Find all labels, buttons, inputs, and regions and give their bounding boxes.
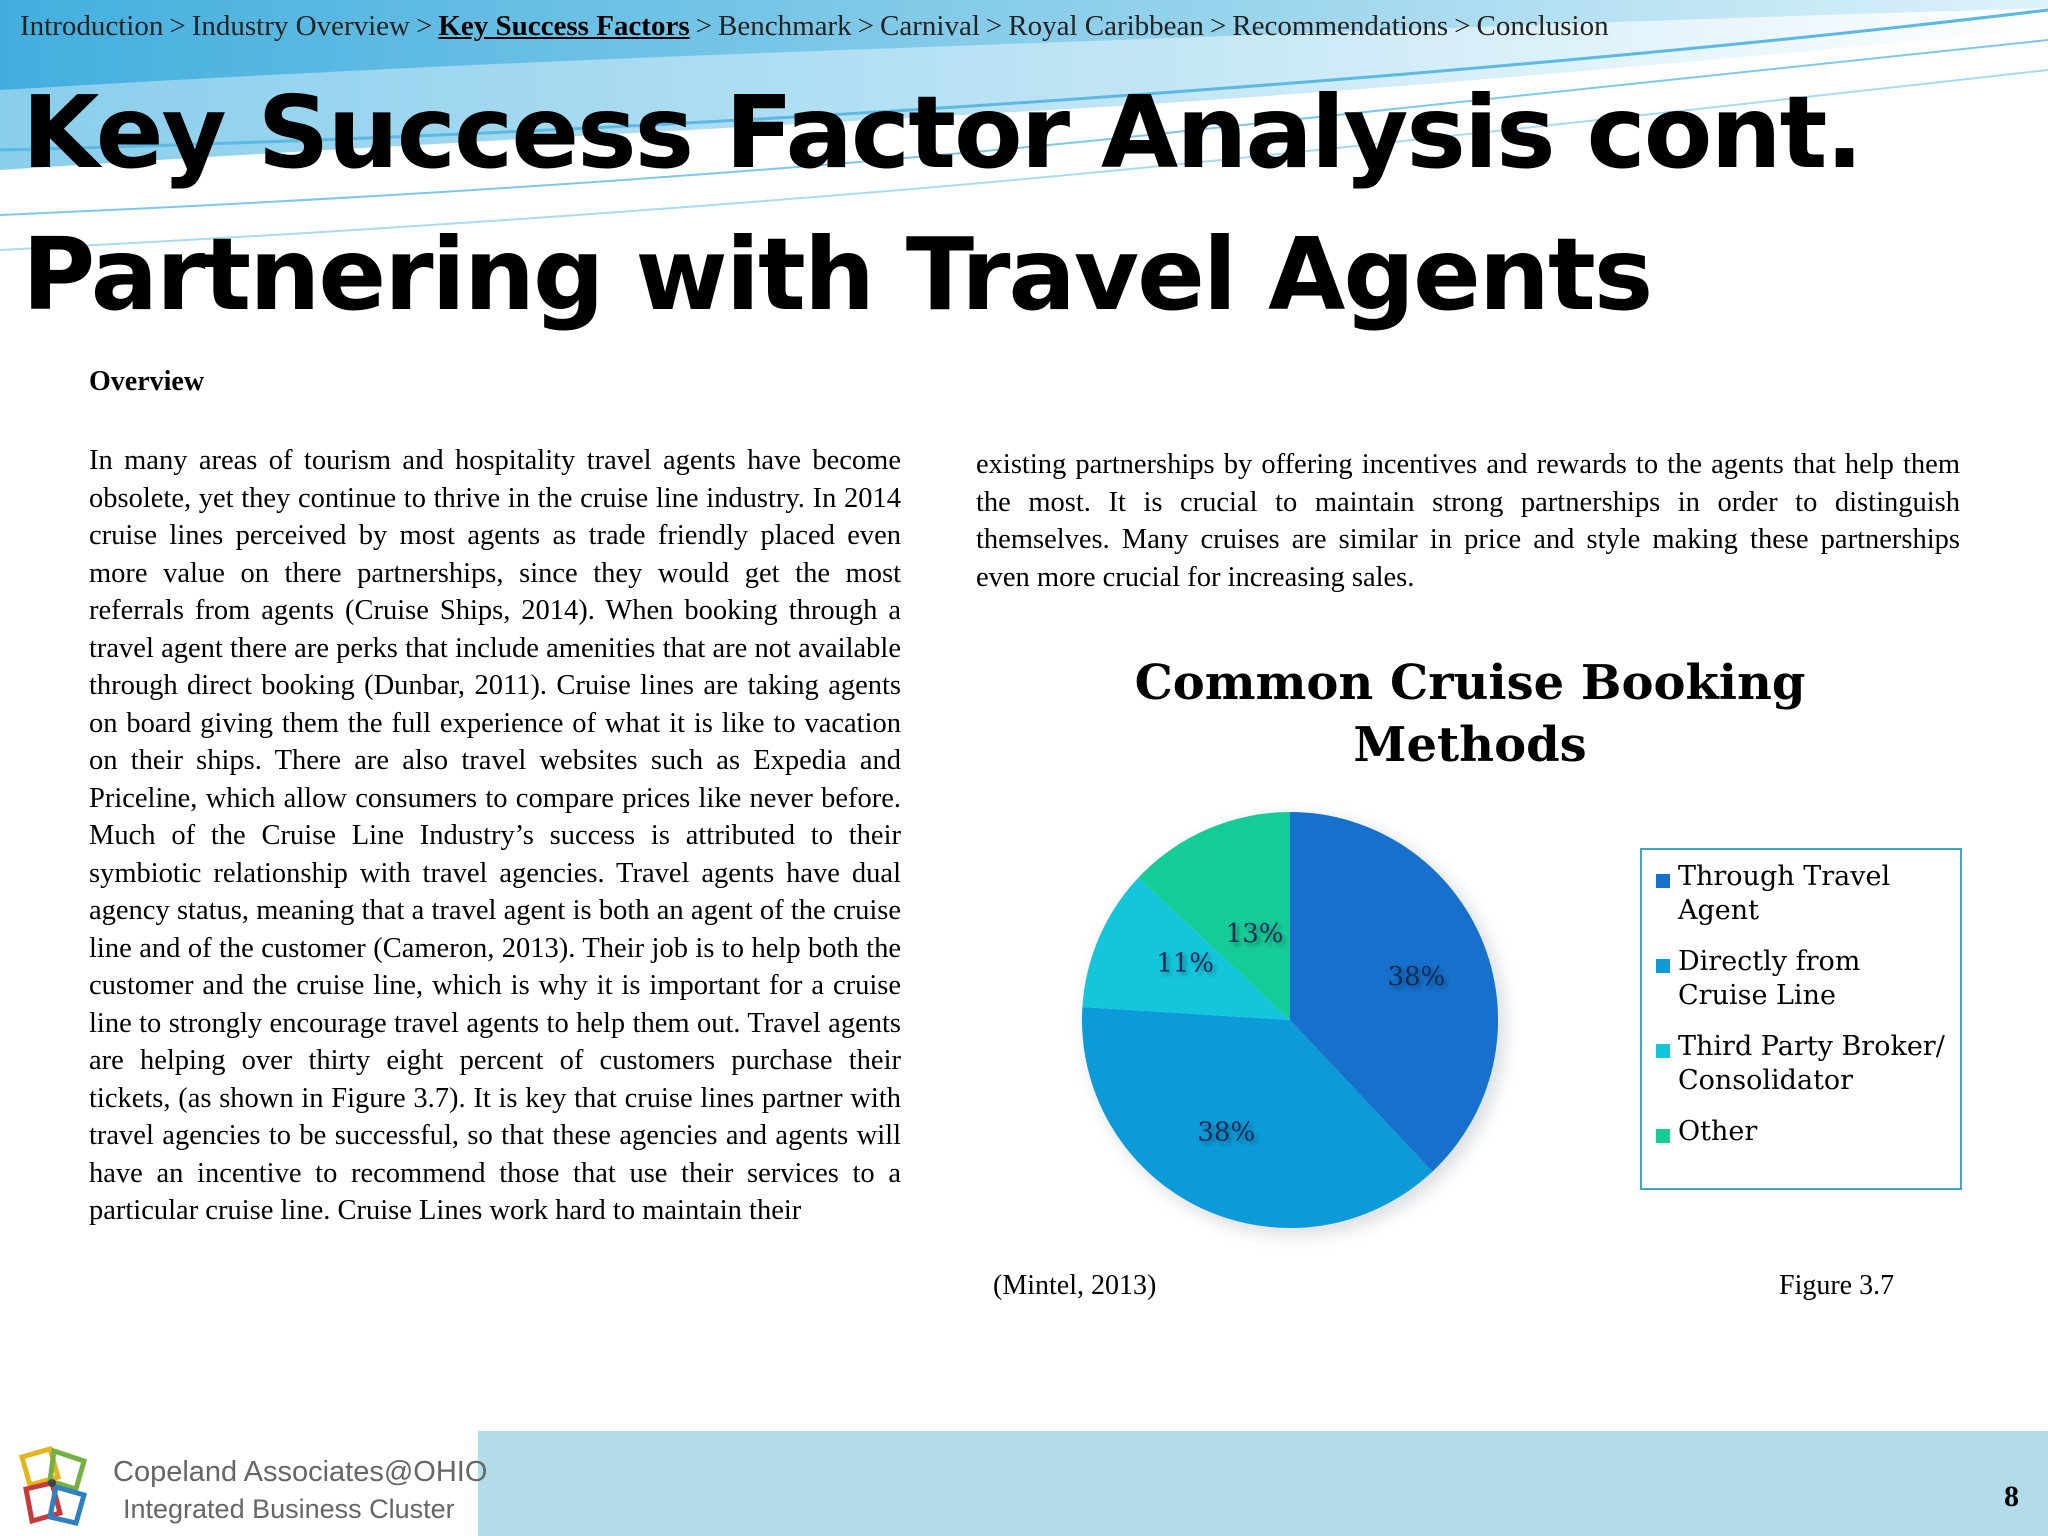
chart-legend bbox=[1640, 848, 1962, 1190]
legend-label: Other bbox=[1678, 1116, 1758, 1147]
breadcrumb bbox=[20, 10, 1609, 43]
legend-label: Third Party Broker/ Consolidator bbox=[1678, 1031, 1945, 1096]
slide-title-line-2: Partnering with Travel Agents bbox=[22, 216, 1652, 333]
breadcrumb-separator: > bbox=[695, 10, 712, 42]
legend-label: Directly from Cruise Line bbox=[1678, 946, 1861, 1011]
breadcrumb-conclusion[interactable]: Conclusion bbox=[1476, 10, 1609, 42]
legend-item-other bbox=[1656, 1115, 1952, 1149]
breadcrumb-separator: > bbox=[857, 10, 875, 42]
pie-data-label-third-party-broker: 11% bbox=[1156, 948, 1214, 979]
breadcrumb-carnival[interactable]: Carnival bbox=[880, 10, 980, 42]
figure-caption: Figure 3.7 bbox=[1779, 1270, 1895, 1301]
slide-title-line-1: Key Success Factor Analysis cont. bbox=[22, 74, 1862, 191]
pie-data-label-directly-from-cruise-line: 38% bbox=[1197, 1117, 1256, 1148]
breadcrumb-separator: > bbox=[985, 10, 1003, 42]
chart-title: Common Cruise Booking Methods bbox=[1134, 655, 1806, 773]
breadcrumb-separator: > bbox=[1454, 10, 1471, 42]
breadcrumb-separator: > bbox=[169, 10, 186, 42]
puzzle-logo-icon bbox=[4, 1437, 100, 1533]
page-number: 8 bbox=[2004, 1480, 2019, 1513]
breadcrumb-key-success-factors[interactable]: Key Success Factors bbox=[438, 10, 690, 42]
breadcrumb-royal-caribbean[interactable]: Royal Caribbean bbox=[1008, 10, 1204, 42]
legend-swatch-icon bbox=[1656, 874, 1670, 888]
legend-item-through-travel-agent bbox=[1656, 860, 1952, 928]
pie-data-label-other: 13% bbox=[1225, 919, 1284, 950]
breadcrumb-industry-overview[interactable]: Industry Overview bbox=[191, 10, 410, 42]
overview-heading: Overview bbox=[89, 366, 205, 397]
legend-swatch-icon bbox=[1656, 1129, 1670, 1143]
legend-item-third-party-broker bbox=[1656, 1030, 1952, 1098]
legend-item-directly-from-cruise-line bbox=[1656, 945, 1952, 1013]
body-text-right-column: existing partnerships by offering incentives and rewards to the agents that help them the most. It is crucial to maintain strong partnerships in order to distinguish themselves. Many cruises are similar in price and style making these partnerships even more crucial for increasing sales. bbox=[976, 449, 1960, 593]
pie-data-label-through-travel-agent: 38% bbox=[1387, 961, 1446, 992]
breadcrumb-separator: > bbox=[415, 10, 433, 42]
legend-label: Through Travel Agent bbox=[1678, 861, 1891, 926]
pie-chart bbox=[1060, 790, 1520, 1250]
breadcrumb-recommendations[interactable]: Recommendations bbox=[1232, 10, 1449, 42]
logo-subtitle: Integrated Business Cluster bbox=[123, 1494, 455, 1524]
breadcrumb-separator: > bbox=[1209, 10, 1227, 42]
slide-title bbox=[22, 62, 1861, 346]
legend-swatch-icon bbox=[1656, 1044, 1670, 1058]
body-text-left-column: In many areas of tourism and hospitality travel agents have become obsolete, yet they continue to thrive in the cruise line industry. In 2014 cruise lines perceived by most agents as trade friendly placed even more value on there partnerships, since they would get the most referrals from agents (Cruise Ships, 2014). When booking through a travel agent there are perks that include amenities that are not available through direct booking (Dunbar, 2011). Cruise lines are taking agents on board giving them the full experience of what it is like to vacation on their ships. There are also travel websites such as Expedia and Priceline, which allow consumers to compare prices like never before. Much of the Cruise Line Industry’s success is attributed to their symbiotic relationship with travel agencies. Travel agents have dual agency status, meaning that a travel agent is both an agent of the cruise line and of the customer (Cameron, 2013). Their job is to help both the customer and the cruise line, which is why it is important for a cruise line to strongly encourage travel agents to help them out. Travel agents are helping over thirty eight percent of customers purchase their tickets, (as shown in Figure 3.7). It is key that cruise lines partner with travel agencies to be successful, so that these agencies and agents will have an incentive to recommend those that use their services to a particular cruise line. Cruise Lines work hard to maintain their bbox=[89, 445, 901, 1226]
logo-title: Copeland Associates@OHIO bbox=[113, 1456, 488, 1488]
breadcrumb-benchmark[interactable]: Benchmark bbox=[717, 10, 852, 42]
source-citation: (Mintel, 2013) bbox=[993, 1270, 1157, 1301]
legend-swatch-icon bbox=[1656, 959, 1670, 973]
breadcrumb-introduction[interactable]: Introduction bbox=[20, 10, 164, 42]
